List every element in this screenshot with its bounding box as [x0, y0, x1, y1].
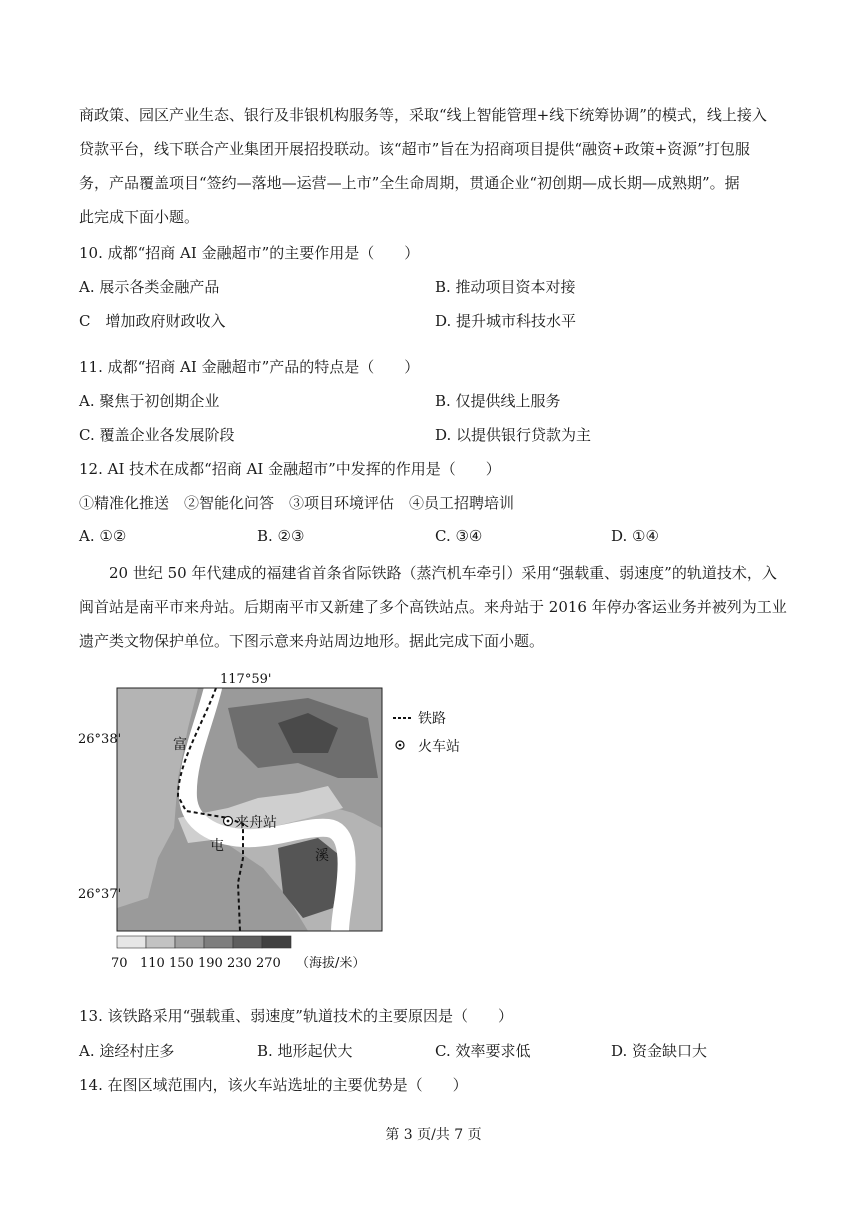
elevation-swatch	[233, 936, 262, 948]
legend-station-symbol-dot	[399, 744, 402, 747]
railway-line-2: 闽首站是南平市来舟站。后期南平市又新建了多个高铁站点。来舟站于 2016 年停办客运业务并被列为工业	[79, 598, 787, 616]
question-12-items: ①精准化推送 ②智能化问答 ③项目环境评估 ④员工招聘培训	[79, 494, 515, 512]
elevation-swatch	[117, 936, 146, 948]
intro-line-4: 此完成下面小题。	[79, 208, 200, 226]
river-label-tun: 屯	[210, 838, 224, 854]
question-12-option-b[interactable]: B. ②③	[257, 527, 305, 545]
intro-line-2: 贷款平台，线下联合产业集团开展招投联动。该“超市”旨在为招商项目提供“融资+政策+资源”打包服	[79, 140, 750, 158]
elevation-swatch	[175, 936, 204, 948]
railway-line-3: 遗产类文物保护单位。下图示意来舟站周边地形。据此完成下面小题。	[79, 632, 545, 650]
elevation-swatch	[262, 936, 291, 948]
elevation-tick-label: 230	[227, 956, 252, 971]
question-11-option-d[interactable]: D. 以提供银行贷款为主	[435, 426, 592, 444]
elevation-tick-label: 150	[169, 956, 194, 971]
river-label-fu: 富	[173, 737, 187, 753]
station-label: 来舟站	[235, 815, 277, 831]
terrain-map-figure	[78, 668, 498, 978]
latitude-label-top: 26°38'	[78, 732, 122, 747]
elevation-unit-label: （海拔/米）	[296, 956, 366, 971]
question-10-option-d[interactable]: D. 提升城市科技水平	[435, 312, 577, 330]
question-12-option-c[interactable]: C. ③④	[435, 527, 483, 545]
railway-line-1: 20 世纪 50 年代建成的福建省首条省际铁路（蒸汽机车牵引）采用“强载重、弱速度”的轨道技术，入	[109, 564, 777, 582]
question-10-stem: 10. 成都“招商 AI 金融超市”的主要作用是（ ）	[79, 244, 420, 262]
question-12-option-d[interactable]: D. ①④	[611, 527, 659, 545]
legend-railway-label: 铁路	[418, 711, 446, 727]
question-11-option-a[interactable]: A. 聚焦于初创期企业	[79, 392, 220, 410]
elevation-swatch	[204, 936, 233, 948]
intro-line-3: 务，产品覆盖项目“签约—落地—运营—上市”全生命周期，贯通企业“初创期—成长期—成熟期”。据	[79, 174, 740, 192]
elevation-scale	[111, 936, 291, 971]
question-13-stem: 13. 该铁路采用“强载重、弱速度”轨道技术的主要原因是（ ）	[79, 1007, 513, 1025]
latitude-label-bottom: 26°37'	[78, 887, 122, 902]
question-13-option-a[interactable]: A. 途经村庄多	[79, 1042, 175, 1060]
terrain-map-svg	[78, 668, 498, 978]
question-11-stem: 11. 成都“招商 AI 金融超市”产品的特点是（ ）	[79, 358, 420, 376]
river-label-xi: 溪	[315, 848, 329, 864]
question-10-option-c[interactable]: C 增加政府财政收入	[79, 312, 226, 330]
elevation-tick-label: 270	[256, 956, 281, 971]
question-13-option-b[interactable]: B. 地形起伏大	[257, 1042, 353, 1060]
intro-line-1: 商政策、园区产业生态、银行及非银机构服务等，采取“线上智能管理+线下统筹协调”的模式，线上接入	[79, 106, 767, 124]
elevation-tick-label: 70	[111, 956, 128, 971]
station-marker-dot	[227, 820, 230, 823]
question-11-option-c[interactable]: C. 覆盖企业各发展阶段	[79, 426, 235, 444]
question-12-stem: 12. AI 技术在成都“招商 AI 金融超市”中发挥的作用是（ ）	[79, 460, 501, 478]
question-10-option-a[interactable]: A. 展示各类金融产品	[79, 278, 220, 296]
elevation-swatch	[146, 936, 175, 948]
question-11-option-b[interactable]: B. 仅提供线上服务	[435, 392, 561, 410]
question-12-option-a[interactable]: A. ①②	[79, 527, 127, 545]
elevation-tick-label: 190	[198, 956, 223, 971]
question-14-stem: 14. 在图区域范围内，该火车站选址的主要优势是（ ）	[79, 1076, 468, 1094]
elevation-tick-label: 110	[140, 956, 165, 971]
question-13-option-d[interactable]: D. 资金缺口大	[611, 1042, 708, 1060]
page-footer: 第 3 页/共 7 页	[385, 1127, 482, 1143]
legend-station-label: 火车站	[418, 739, 460, 755]
longitude-label: 117°59'	[220, 672, 272, 687]
question-13-option-c[interactable]: C. 效率要求低	[435, 1042, 531, 1060]
question-10-option-b[interactable]: B. 推动项目资本对接	[435, 278, 576, 296]
